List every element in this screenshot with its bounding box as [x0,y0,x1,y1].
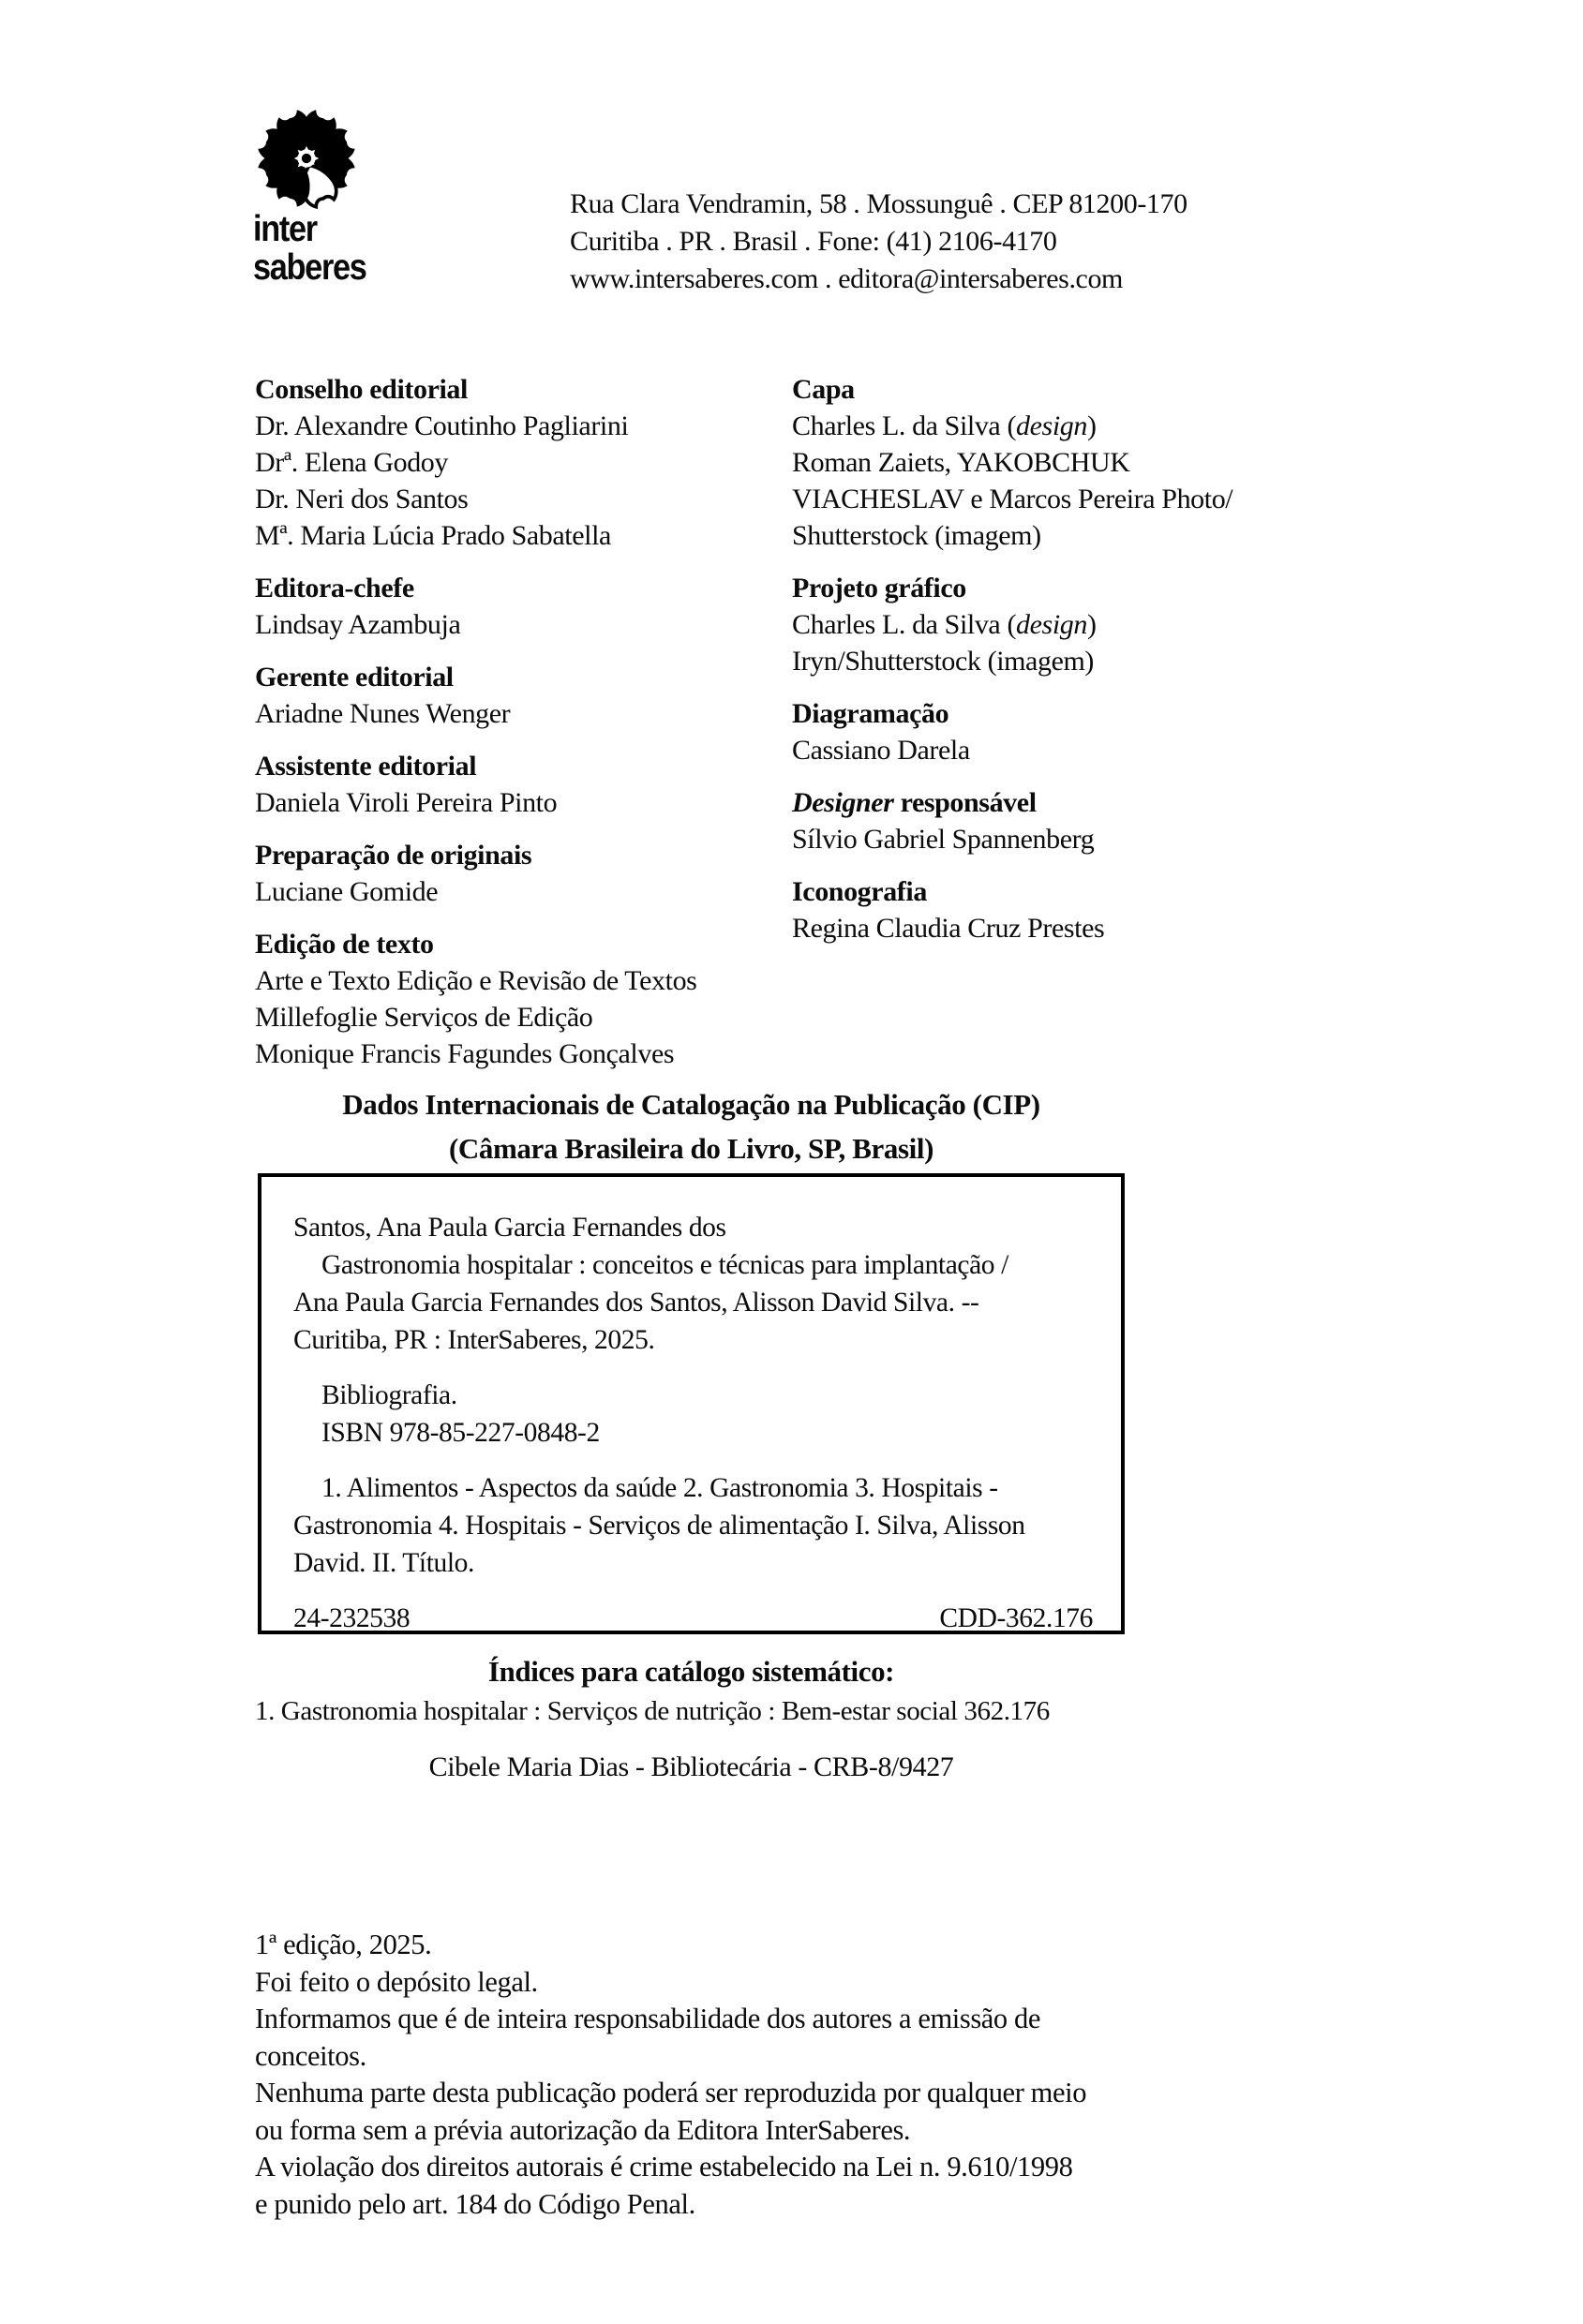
section-preparacao-de-originais [255,837,766,910]
credit-line: Arte e Texto Edição e Revisão de Textos [255,965,697,996]
cip-heading-line: Dados Internacionais de Catalogação na Publicação (CIP) [342,1088,1040,1121]
credits-column-right [792,371,1326,962]
section-title: Editora-chefe [255,573,414,603]
credit-line: Cassiano Darela [792,735,970,766]
section-conselho-editorial [255,371,766,554]
credit-line: Daniela Viroli Pereira Pinto [255,787,558,818]
cip-line: ISBN 978-85-227-0848-2 [321,1418,600,1448]
section-title: Conselho editorial [255,374,468,405]
section-title: Edição de texto [255,929,434,960]
address-line: Rua Clara Vendramin, 58 . Mossunguê . CEP 81200-170 [570,188,1187,219]
cip-line: Gastronomia 4. Hospitais - Serviços de alimentação I. Silva, Alisson [293,1511,1025,1541]
credit-line: VIACHESLAV e Marcos Pereira Photo/ [792,484,1233,514]
cip-footer-row [293,1600,1093,1637]
credit-line: Charles L. da Silva (design) [792,609,1097,640]
intersaberes-flower-icon [251,103,362,214]
legal-notice [255,1927,1333,2223]
section-title: Gerente editorial [255,662,454,693]
credit-line: Lindsay Azambuja [255,609,461,640]
credit-line: Shutterstock (imagem) [792,520,1041,551]
cip-catalog-box [258,1173,1125,1634]
logotype-line-saberes: saberes [253,247,366,288]
legal-line: ou forma sem a prévia autorização da Editora InterSaberes. [255,2113,911,2146]
credit-line: Ariadne Nunes Wenger [255,698,511,729]
credit-line: Roman Zaiets, YAKOBCHUK [792,447,1130,478]
section-title: Iconografia [792,876,927,907]
cip-entry-paragraph [293,1209,1093,1359]
section-gerente-editorial [255,659,766,732]
credit-line: Mª. Maria Lúcia Prado Sabatella [255,520,611,551]
credit-line: Iryn/Shutterstock (imagem) [792,646,1095,677]
credit-line: Monique Francis Fagundes Gonçalves [255,1038,675,1069]
cip-line: David. II. Título. [293,1548,474,1578]
section-capa [792,371,1326,554]
legal-line: Informamos que é de inteira responsabilidade dos autores a emissão de [255,2003,1040,2034]
section-title: Diagramação [792,698,949,729]
section-title: Designer responsável [792,787,1037,818]
logotype-line-inter: inter [253,209,317,249]
credit-line: Luciane Gomide [255,876,439,907]
credit-line: Dr. Alexandre Coutinho Pagliarini [255,410,629,441]
section-title: Capa [792,374,855,405]
legal-line: Nenhuma parte desta publicação poderá ser reproduzida por qualquer meio [255,2077,1087,2108]
section-edicao-de-texto [255,926,766,1072]
credits-column-left [255,371,766,1088]
publisher-logotype [253,210,366,287]
credit-line: Sílvio Gabriel Spannenberg [792,824,1095,855]
legal-line: A violação dos direitos autorais é crime estabelecido na Lei n. 9.610/1998 [255,2151,1073,2182]
indices-heading: Índices para catálogo sistemático: [487,1655,895,1688]
indices-entry: 1. Gastronomia hospitalar : Serviços de nutrição : Bem-estar social 362.176 [255,1696,1050,1726]
section-title: Projeto gráfico [792,573,966,603]
credit-line: Regina Claudia Cruz Prestes [792,913,1105,944]
cip-line: Santos, Ana Paula Garcia Fernandes dos [293,1213,726,1243]
legal-line: Foi feito o depósito legal. [255,1965,538,1998]
cip-record-number: 24-232538 [293,1603,411,1633]
italic-design: design [1016,410,1087,441]
legal-line: 1ª edição, 2025. [255,1929,432,1960]
librarian-credit: Cibele Maria Dias - Bibliotecária - CRB-8/9427 [428,1751,954,1782]
section-iconografia [792,873,1326,946]
address-line: Curitiba . PR . Brasil . Fone: (41) 2106-4170 [570,226,1057,257]
cip-line: Ana Paula Garcia Fernandes dos Santos, Alisson David Silva. -- [293,1288,979,1318]
cip-heading-line: (Câmara Brasileira do Livro, SP, Brasil) [448,1132,933,1165]
cip-heading [258,1082,1125,1170]
credit-line: Dr. Neri dos Santos [255,484,469,514]
legal-line: e punido pelo art. 184 do Código Penal. [255,2187,695,2220]
cip-line: 1. Alimentos - Aspectos da saúde 2. Gastronomia 3. Hospitais - [321,1473,998,1503]
credit-line: Millefoglie Serviços de Edição [255,1002,593,1033]
legal-line: conceitos. [255,2039,366,2072]
publisher-address [570,186,1187,298]
italic-design: design [1016,609,1087,640]
cip-cdd-number: CDD-362.176 [939,1603,1093,1633]
cip-subjects-paragraph [293,1469,1093,1582]
credit-line: Charles L. da Silva (design) [792,410,1097,441]
section-assistente-editorial [255,748,766,821]
section-editora-chefe [255,570,766,643]
section-projeto-grafico [792,570,1326,679]
section-designer-responsavel [792,784,1326,857]
cip-line: Gastronomia hospitalar : conceitos e técnicas para implantação / [321,1250,1008,1280]
section-diagramacao [792,695,1326,768]
cip-isbn-paragraph [293,1377,1093,1452]
credit-line: Drª. Elena Godoy [255,447,448,478]
cip-line: Bibliografia. [321,1380,457,1410]
address-line: www.intersaberes.com . editora@intersaberes.com [570,263,1123,294]
section-title: Assistente editorial [255,751,477,782]
section-title: Preparação de originais [255,840,532,871]
cip-line: Curitiba, PR : InterSaberes, 2025. [293,1325,655,1355]
